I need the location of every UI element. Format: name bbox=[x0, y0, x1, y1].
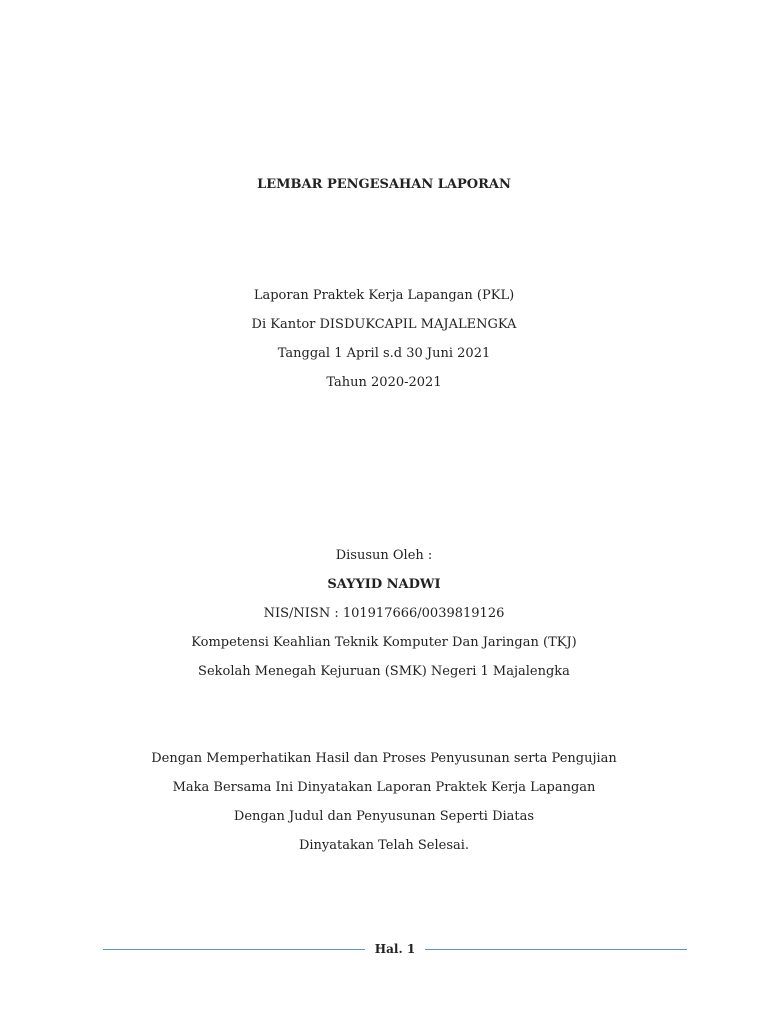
report-line-program: Laporan Praktek Kerja Lapangan (PKL) bbox=[253, 288, 515, 303]
page-title: LEMBAR PENGESAHAN LAPORAN bbox=[257, 177, 511, 192]
author-competency: Kompetensi Keahlian Teknik Komputer Dan Jaringan (TKJ) bbox=[191, 635, 577, 650]
report-line-year: Tahun 2020-2021 bbox=[326, 375, 442, 390]
statement-line-4: Dinyatakan Telah Selesai. bbox=[298, 838, 470, 853]
statement-line-1: Dengan Memperhatikan Hasil dan Proses Penyusunan serta Pengujian bbox=[151, 751, 617, 766]
prepared-by-label: Disusun Oleh : bbox=[335, 548, 433, 563]
author-name: SAYYID NADWI bbox=[327, 577, 441, 592]
author-school: Sekolah Menegah Kejuruan (SMK) Negeri 1 Majalengka bbox=[198, 664, 570, 679]
author-nis: NIS/NISN : 101917666/0039819126 bbox=[263, 606, 505, 621]
footer-rule-left bbox=[103, 949, 365, 950]
statement-line-3: Dengan Judul dan Penyusunan Seperti Diatas bbox=[233, 809, 535, 824]
page-number: Hal. 1 bbox=[374, 942, 416, 956]
statement-line-2: Maka Bersama Ini Dinyatakan Laporan Praktek Kerja Lapangan bbox=[172, 780, 596, 795]
footer-rule-right bbox=[425, 949, 687, 950]
report-line-dates: Tanggal 1 April s.d 30 Juni 2021 bbox=[277, 346, 491, 361]
report-line-location: Di Kantor DISDUKCAPIL MAJALENGKA bbox=[251, 317, 517, 332]
